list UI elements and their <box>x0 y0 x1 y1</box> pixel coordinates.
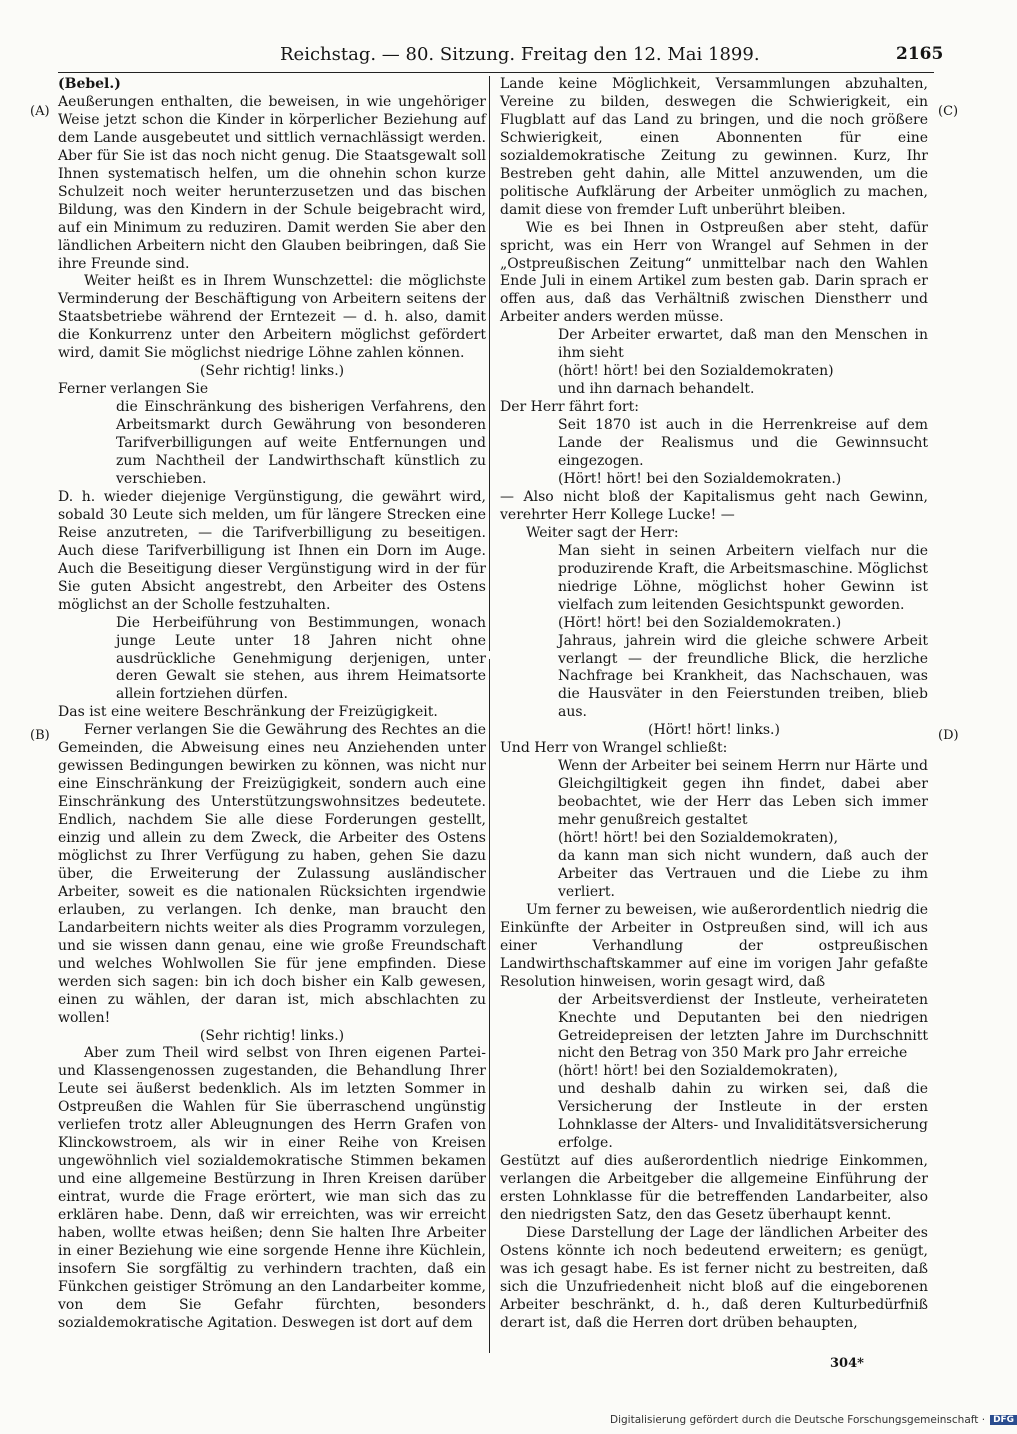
paragraph: Und Herr von Wrangel schließt: <box>500 740 728 757</box>
interjection: (Hört! hört! links.) <box>648 722 780 739</box>
paragraph: Ferner verlangen Sie die Gewährung des Rechtes an die Gemeinden, die Abweisung eines neu Anziehenden unter gewissen Bedingungen bewirken zu können, was nicht nur eine Einschränkung der Freizügigkeit, sondern auch eine Einschränkung des Unterstützungswohnsitzes bedeutete. Endlich, nachdem Sie alle diese Forderungen gestellt, einzig und allein zu dem Zweck, die Arbeiter des Ostens möglichst zu Ihrer Verfügung zu haben, gehen Sie dazu über, die Erweiterung der Zulassung ausländischer Arbeiter, soweit es die nationalen Rücksichten irgendwie erlauben, zu verlangen. Ich denke, man braucht den Landarbeitern nichts weiter als dies Programm vorzulegen, und sie wissen dann genau, eine wie große Freundschaft und welches Wohlwollen Sie für jene empfinden. Diese werden sich sagen: bin ich doch bisher ein Kalb gewesen, einen zu wählen, der daran ist, mich abschlachten zu wollen! <box>58 722 486 1026</box>
margin-mark-b: (B) <box>30 728 50 743</box>
header-rule <box>58 72 934 73</box>
interjection: (Sehr richtig! links.) <box>199 363 345 380</box>
right-text-column <box>500 76 928 1333</box>
page-header <box>0 44 1000 72</box>
margin-mark-c: (C) <box>938 104 959 119</box>
quoted-passage: Man sieht in seinen Arbeitern vielfach nur die produzirende Kraft, die Arbeitsmaschine. Möglichst niedrige Löhne, möglichst hoher Gewinn ist vielfach zum leitenden Gesichtspunkt geworden. <box>558 542 928 613</box>
quoted-passage: da kann man sich nicht wundern, daß auch der Arbeiter das Vertrauen und die Liebe zu ihm verliert. <box>558 847 928 900</box>
paragraph: Aber zum Theil wird selbst von Ihren eigenen Partei- und Klassengenossen zugestanden, die Behandlung Ihrer Leute sei äußerst bedenklich. Als im letzten Sommer in Ostpreußen die Wahlen für Sie überraschend ungünstig verliefen trotz aller Ableugnungen des Herrn Grafen von Klinckowstroem, als wir in einer Reihe von Kreisen ungewöhnlich viel sozialdemokratische Stimmen bekamen und eine allgemeine Bestürzung in Ihren Kreisen darüber eintrat, wurde die Frage erörtert, wie man sich das zu erklären habe. Denn, daß wir erreichten, was wir erreicht haben, wollte etwas heißen; denn Sie halten Ihre Arbeiter in einer Beziehung wie eine sorgende Henne ihre Küchlein, insofern Sie sorgfältig zu verhindern trachten, daß ein Fünkchen geistiger Strömung an den Landarbeiter komme, von dem Sie Gefahr fürchten, besonders sozialdemokratische Agitation. Deswegen ist dort auf dem <box>58 1045 486 1331</box>
quoted-passage: (Hört! hört! bei den Sozialdemokraten.) <box>558 614 842 631</box>
page-number: 2165 <box>896 44 944 64</box>
quoted-passage: (hört! hört! bei den Sozialdemokraten), <box>558 1063 839 1080</box>
column-divider <box>489 76 490 651</box>
paragraph: Ferner verlangen Sie <box>58 381 209 398</box>
paragraph: Gestützt auf dies außerordentlich niedrige Einkommen, verlangen die Arbeitgeber die allgemeine Einführung der ersten Lohnklasse für die betreffenden Landarbeiter, also den niedrigsten Satz, den das Gesetz überhaupt kennt. <box>500 1153 928 1224</box>
paragraph: — Also nicht bloß der Kapitalismus geht nach Gewinn, verehrter Herr Kollege Lucke! — <box>500 488 928 523</box>
quoted-passage: Die Herbeiführung von Bestimmungen, wonach junge Leute unter 18 Jahren nicht ohne ausdrückliche Genehmigung derjenigen, unter deren Gewalt sie stehen, aus ihrem Heimatsorte allein fortziehen dürfen. <box>116 614 486 703</box>
quoted-passage: und ihn darnach behandelt. <box>558 381 755 398</box>
dfg-logo: DFG <box>990 1415 1017 1425</box>
paragraph: Der Herr fährt fort: <box>500 399 639 416</box>
paragraph: Diese Darstellung der Lage der ländlichen Arbeiter des Ostens könnte ich noch bedeutend erweitern; es genügt, was ich gesagt habe. Es ist ferner nicht zu bestreiten, daß sich die Unzufriedenheit nicht bloß auf die eingeborenen Arbeiter beschränkt, d. h., daß deren Kulturbedürfniß derart ist, daß die Herren dort drüben behaupten, <box>500 1225 928 1331</box>
footer-text: Digitalisierung gefördert durch die Deutsche Forschungsgemeinschaft · <box>610 1414 986 1426</box>
margin-mark-a: (A) <box>30 104 50 119</box>
quoted-passage: (hört! hört! bei den Sozialdemokraten) <box>558 363 834 380</box>
digitization-footer <box>610 1414 1017 1426</box>
left-text-column <box>58 76 486 1333</box>
paragraph: D. h. wieder diejenige Vergünstigung, die gewährt wird, sobald 30 Leute sich melden, um für längere Strecken eine Reise anzutreten, — die Tarifverbilligung zu beseitigen. Auch diese Tarifverbilligung ist Ihnen ein Dorn im Auge. Auch die Beseitigung dieser Vergünstigung wird in der für Sie guten Absicht angestrebt, den Arbeiter des Ostens möglichst an der Scholle festzuhalten. <box>58 488 486 613</box>
quoted-passage: Der Arbeiter erwartet, daß man den Menschen in ihm sieht <box>558 327 928 362</box>
column-divider-lower <box>489 659 490 1353</box>
interjection: (Sehr richtig! links.) <box>199 1027 345 1044</box>
paragraph: Lande keine Möglichkeit, Versammlungen abzuhalten, Vereine zu bilden, deswegen die Schwierigkeit, ein Flugblatt auf das Land zu bringen, und die noch größere Schwierigkeit, einen Abonnenten für eine sozialdemokratische Zeitung zu gewinnen. Kurz, Ihr Bestreben geht dahin, alle Mittel anzuwenden, um die politische Aufklärung der Arbeiter unmöglich zu machen, damit diese von fremder Luft unberührt bleiben. <box>500 76 928 218</box>
quoted-passage: (Hört! hört! bei den Sozialdemokraten.) <box>558 470 842 487</box>
quoted-passage: Wenn der Arbeiter bei seinem Herrn nur Härte und Gleichgiltigkeit gegen ihn findet, dabei aber beobachtet, wie der Herr das Leben sich immer mehr genußreich gestaltet <box>558 758 928 829</box>
quoted-passage: Jahraus, jahrein wird die gleiche schwere Arbeit verlangt — der freundliche Blick, die herzliche Nachfrage bei Krankheit, das Nachschauen, was die Hausväter in den Feierstunden treiben, blieb aus. <box>558 632 928 721</box>
paragraph: Um ferner zu beweisen, wie außerordentlich niedrig die Einkünfte der Arbeiter in Ostpreußen sind, will ich aus einer Verhandlung der ostpreußischen Landwirthschaftskammer auf eine im vorigen Jahr gefaßte Resolution hinweisen, worin gesagt wird, daß <box>500 901 928 990</box>
margin-mark-d: (D) <box>938 728 959 743</box>
speaker-name: (Bebel.) <box>58 76 121 92</box>
paragraph: Weiter sagt der Herr: <box>526 524 679 541</box>
paragraph: Das ist eine weitere Beschränkung der Freizügigkeit. <box>58 704 438 721</box>
paragraph: Aeußerungen enthalten, die beweisen, in wie ungehöriger Weise jetzt schon die Kinder in körperlicher Beziehung auf dem Lande ausgebeutet und sittlich vernachlässigt werden. Aber für Sie ist das noch nicht genug. Die Staatsgewalt soll Ihnen systematisch helfen, um die ohnehin schon kurze Schulzeit noch weiter herunterzusetzen und das bischen Bildung, was den Kindern in der Schule beigebracht wird, auf ein Minimum zu reduziren. Damit werden Sie aber den ländlichen Arbeitern nicht den Glauben beibringen, daß Sie ihre Freunde sind. <box>58 93 486 272</box>
quoted-passage: die Einschränkung des bisherigen Verfahrens, den Arbeitsmarkt durch Gewährung von besonderen Tarifverbilligungen auf weite Entfernungen und zum Nachtheil der Landwirthschaft künstlich zu verschieben. <box>116 399 486 487</box>
quoted-passage: und deshalb dahin zu wirken sei, daß die Versicherung der Instleute in der ersten Lohnklasse der Alters- und Invaliditätsversicherung erfolge. <box>558 1081 928 1152</box>
paragraph: Weiter heißt es in Ihrem Wunschzettel: die möglichste Verminderung der Beschäftigung von Arbeitern seitens der Staatsbetriebe während der Erntezeit — d. h. also, damit die Konkurrenz unter den Arbeitern möglichst gefördert wird, damit Sie möglichst niedrige Löhne zahlen können. <box>58 273 486 362</box>
quoted-passage: (hört! hört! bei den Sozialdemokraten), <box>558 830 839 847</box>
quoted-passage: Seit 1870 ist auch in die Herrenkreise auf dem Lande der Realismus und die Gewinnsucht eingezogen. <box>558 417 928 470</box>
quoted-passage: der Arbeitsverdienst der Instleute, verheirateten Knechte und Deputanten bei den niedrigen Getreidepreisen der letzten Jahre im Durchschnitt nicht den Betrag von 350 Mark pro Jahr erreiche <box>558 991 928 1062</box>
sheet-signature: 304* <box>830 1356 864 1371</box>
running-title: Reichstag. — 80. Sitzung. Freitag den 12. Mai 1899. <box>280 44 760 65</box>
paragraph: Wie es bei Ihnen in Ostpreußen aber steht, dafür spricht, was ein Herr von Wrangel auf Sehmen in der „Ostpreußischen Zeitung“ unmittelbar nach den Wahlen Ende Juli in einem Artikel zum besten gab. Darin sprach er offen aus, daß das Verhältniß zwischen Dienstherr und Arbeiter anders werden müsse. <box>500 219 928 326</box>
